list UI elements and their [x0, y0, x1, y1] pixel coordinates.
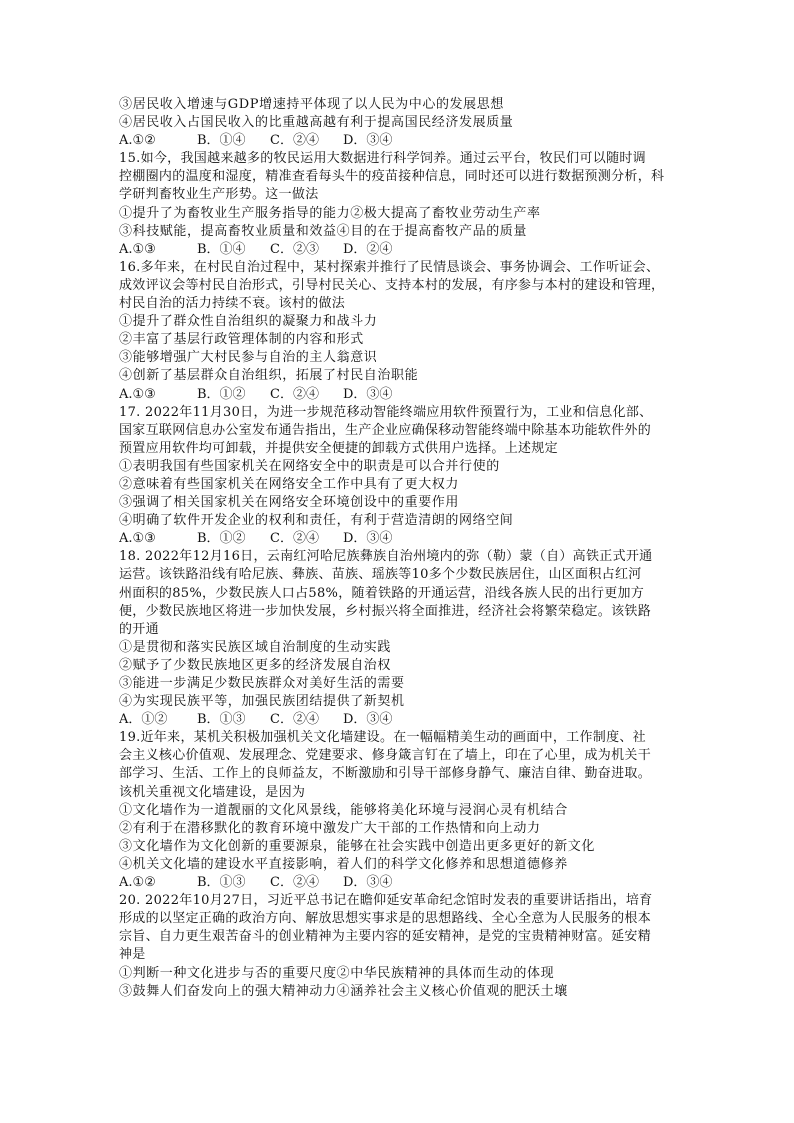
question-stem-line: 神是 — [119, 947, 146, 963]
question-stem-line: 会主义核心价值观、发展理念、党建要求、修身箴言钉在了墙上，印在了心里，成为机关干 — [119, 748, 652, 764]
question-stem-line: 村民自治的活力持续不衰。该村的做法 — [119, 296, 346, 312]
question-stem-line: 17. 2022年11月30日，为进一步规范移动智能终端应用软件预置行为，工业和信息化部、 — [119, 404, 653, 420]
answer-choice: C．②④ — [270, 386, 319, 402]
answer-choice: A.①③ — [119, 241, 156, 257]
option-statement-line: ①文化墙作为一道靓丽的文化风景线，能够将美化环境与浸润心灵有机结合 — [119, 802, 568, 818]
question-stem-line: 控棚圈内的温度和湿度，精准查看每头牛的疫苗接种信息，同时还可以进行数据预测分析，科 — [119, 169, 665, 185]
option-statement-line: ③能进一步满足少数民族群众对美好生活的需要 — [119, 676, 405, 691]
answer-choice: B．①③ — [197, 875, 246, 891]
answer-choice: A．①② — [119, 712, 168, 728]
question-stem-line: 预置应用软件均可卸载，并提供安全便捷的卸载方式供用户选择。上述规定 — [119, 440, 558, 456]
question-stem-line: 20. 2022年10月27日，习近平总书记在瞻仰延安革命纪念馆时发表的重要讲话指出，培育 — [119, 893, 653, 909]
option-statement-line: ①判断一种文化进步与否的重要尺度②中华民族精神的具体而生动的体现 — [119, 965, 555, 981]
answer-choices-row — [119, 241, 701, 259]
question-stem-line: 15.如今，我国越来越多的牧民运用大数据进行科学饲养。通过云平台，牧民们可以随时调 — [119, 151, 646, 167]
option-statement-line: ④为实现民族平等，加强民族团结提供了新契机 — [119, 694, 405, 710]
option-statement-line: ④居民收入占国民收入的比重越高越有利于提高国民经济发展质量 — [119, 115, 514, 131]
option-statement-line: ③能够增强广大村民参与自治的主人翁意识 — [119, 350, 378, 366]
answer-choices-row — [119, 874, 701, 892]
option-statement-line: ①提升了为畜牧业生产服务指导的能力②极大提高了畜牧业劳动生产率 — [119, 205, 541, 221]
option-statement-line: ④明确了软件开发企业的权利和责任，有利于营造清朗的网络空间 — [119, 513, 514, 529]
option-statement-line: ③科技赋能，提高畜牧业质量和效益④目的在于提高畜牧产品的质量 — [119, 223, 528, 239]
answer-choices-row — [119, 530, 701, 548]
option-statement-line: ②丰富了基层行政管理体制的内容和形式 — [119, 332, 364, 348]
question-stem-line: 16.多年来，在村民自治过程中，某村探索并推行了民情恳谈会、事务协调会、工作听证会、 — [119, 259, 660, 275]
question-stem-line: 学研判畜牧业生产形势。这一做法 — [119, 187, 319, 203]
answer-choice: D．③④ — [343, 386, 393, 402]
question-text-block — [119, 96, 701, 1001]
answer-choice: D．②④ — [343, 241, 393, 257]
answer-choice: B．①② — [197, 531, 246, 547]
answer-choices-row — [119, 386, 701, 404]
answer-choice: C．②④ — [270, 133, 319, 149]
answer-choice: D．③④ — [343, 531, 393, 547]
answer-choices-row — [119, 132, 701, 150]
answer-choice: B．①② — [197, 386, 246, 402]
option-statement-line: ②赋予了少数民族地区更多的经济发展自治权 — [119, 657, 392, 673]
question-stem-line: 州面积的85%，少数民族人口占58%，随着铁路的开通运营，沿线各族人民的出行更加方 — [119, 585, 645, 601]
question-stem-line: 国家互联网信息办公室发布通告指出，生产企业应确保移动智能终端中除基本功能软件外的 — [119, 422, 652, 438]
answer-choice: D．③④ — [343, 133, 393, 149]
option-statement-line: ①提升了群众性自治组织的凝聚力和战斗力 — [119, 314, 378, 330]
option-statement-line: ④创新了基层群众自治组织，拓展了村民自治职能 — [119, 368, 419, 384]
answer-choice: D．③④ — [343, 712, 393, 728]
answer-choice: C．②④ — [270, 712, 319, 728]
question-stem-line: 运营。该铁路沿线有哈尼族、彝族、苗族、瑶族等10多个少数民族居住，山区面积占红河 — [119, 567, 642, 583]
answer-choice: C．②③ — [270, 241, 319, 257]
question-stem-line: 便，少数民族地区将进一步加快发展，乡村振兴将全面推进，经济社会将繁荣稳定。该铁路 — [119, 603, 652, 619]
answer-choice: B．①④ — [197, 133, 246, 149]
answer-choice: B．①③ — [197, 712, 246, 728]
answer-choice: D．③④ — [343, 875, 393, 891]
answer-choices-row — [119, 711, 701, 729]
question-stem-line: 宗旨、自力更生艰苦奋斗的创业精神为主要内容的延安精神，是党的宝贵精神财富。延安精 — [119, 929, 652, 945]
question-stem-line: 该机关重视文化墙建设，是因为 — [119, 784, 306, 800]
option-statement-line: ④机关文化墙的建设水平直接影响，着人们的科学文化修养和思想道德修养 — [119, 856, 568, 872]
option-statement-line: ①表明我国有些国家机关在网络安全中的职责是可以合并行使的 — [119, 458, 500, 474]
option-statement-line: ③强调了相关国家机关在网络安全环境创设中的重要作用 — [119, 495, 460, 511]
option-statement-line: ③文化墙作为文化创新的重要源泉，能够在社会实践中创造出更多更好的新文化 — [119, 838, 596, 854]
answer-choice: C．②④ — [270, 531, 319, 547]
question-stem-line: 成效评议会等村民自治形式，引导村民关心、支持本村的发展，有序参与本村的建设和管理， — [119, 277, 665, 293]
question-stem-line: 部学习、生活、工作上的良师益友，不断激励和引导干部修身静气、廉洁自律、勤奋进取。 — [119, 766, 652, 782]
question-stem-line: 18. 2022年12月16日，云南红河哈尼族彝族自治州境内的弥（勒）蒙（自）高铁正式开通 — [119, 549, 653, 565]
answer-choice: C．②④ — [270, 875, 319, 891]
option-statement-line: ②意味着有些国家机关在网络安全工作中具有了更大权力 — [119, 476, 460, 492]
answer-choice: A.①② — [119, 133, 156, 149]
option-statement-line: ②有利于在潜移默化的教育环境中激发广大干部的工作热情和向上动力 — [119, 820, 541, 836]
question-stem-line: 的开通 — [119, 621, 159, 637]
option-statement-line: ③鼓舞人们奋发向上的强大精神动力④涵养社会主义核心价值观的肥沃土壤 — [119, 983, 568, 999]
question-stem-line: 19.近年来，某机关积极加强机关文化墙建设。在一幅幅精美生动的画面中，工作制度、社 — [119, 730, 646, 746]
question-stem-line: 形成的以坚定正确的政治方向、解放思想实事求是的思想路线、全心全意为人民服务的根本 — [119, 911, 652, 927]
answer-choice: A.①③ — [119, 386, 156, 402]
answer-choice: B．①④ — [197, 241, 246, 257]
option-statement-line: ③居民收入增速与GDP增速持平体现了以人民为中心的发展思想 — [119, 97, 504, 112]
answer-choice: A.①③ — [119, 531, 156, 547]
option-statement-line: ①是贯彻和落实民族区域自治制度的生动实践 — [119, 639, 392, 655]
answer-choice: A.①② — [119, 875, 156, 891]
